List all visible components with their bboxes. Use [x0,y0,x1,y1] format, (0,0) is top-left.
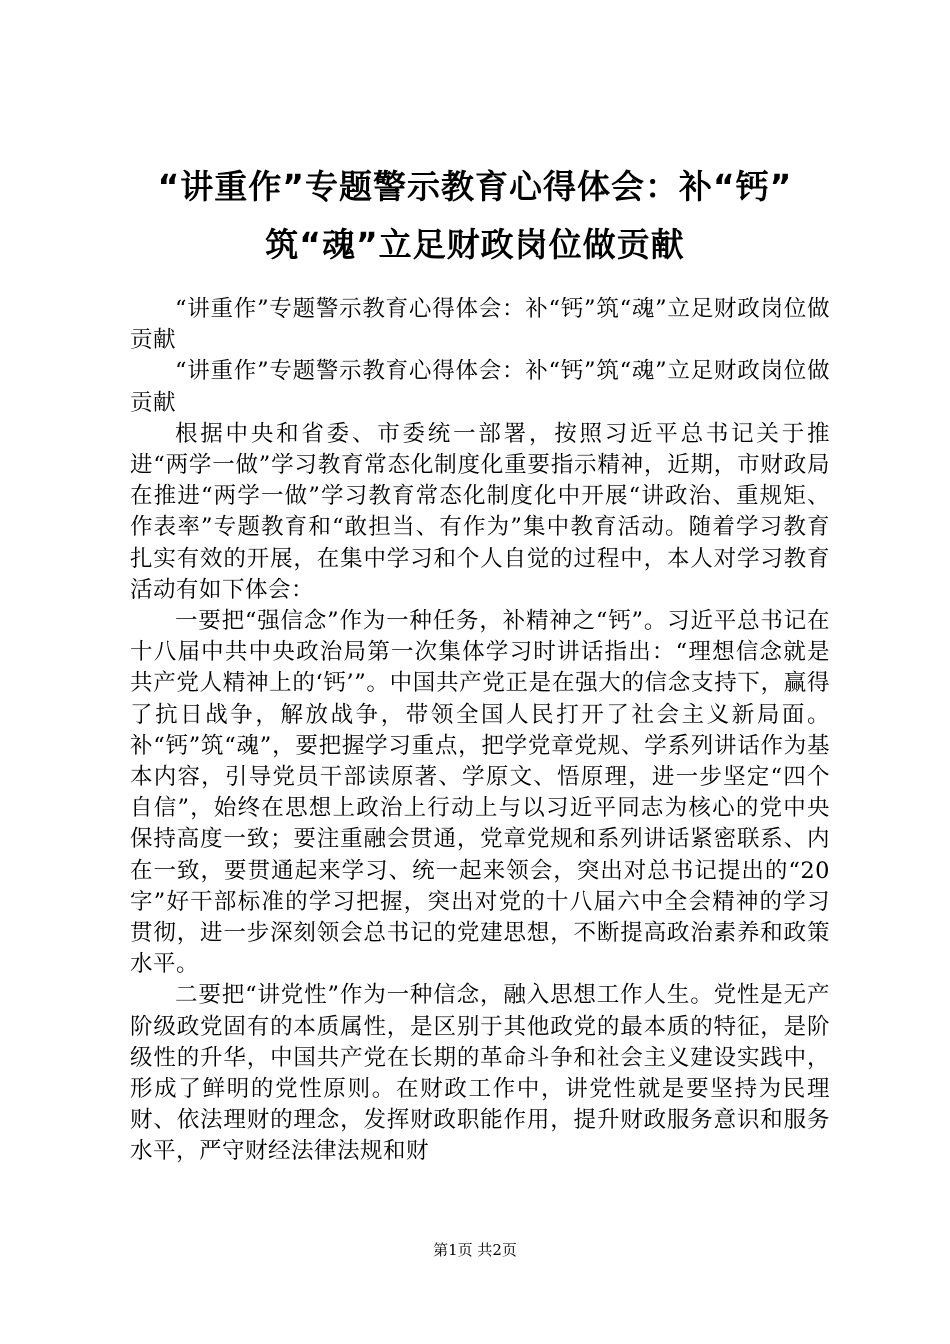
paragraph-repeated-title-2: “讲重作”专题警示教育心得体会：补“钙”筑“魂”立足财政岗位做贡献 [130,358,830,416]
paragraph-introduction: 根据中央和省委、市委统一部署，按照习近平总书记关于推进“两学一做”学习教育常态化制度化重要指示精神，近期，市财政局在推进“两学一做”学习教育常态化制度化中开展“讲政治、重规矩、作表率”专题教育和“敢担当、有作为”集中教育活动。随着学习教育扎实有效的开展，在集中学习和个人自觉的过程中，本人对学习教育活动有如下体会： [130,420,830,603]
page-footer [0,1240,950,1260]
page-indicator: 第1页 共2页 [433,1241,517,1259]
paragraph-point-one: 一要把“强信念”作为一种任务，补精神之“钙”。习近平总书记在十八届中共中央政治局第一次集体学习时讲话指出：“理想信念就是共产党人精神上的‘钙’”。中国共产党正是在强大的信念支持下，赢得了抗日战争，解放战争，带领全国人民打开了社会主义新局面。补“钙”筑“魂”，要把握学习重点，把学党章党规、学系列讲话作为基本内容，引导党员干部读原著、学原文、悟原理，进一步坚定“四个自信”，始终在思想上政治上行动上与以习近平同志为核心的党中央保持高度一致；要注重融会贯通，党章党规和系列讲话紧密联系、内在一致，要贯通起来学习、统一起来领会，突出对总书记提出的“20字”好干部标准的学习把握，突出对党的十八届六中全会精神的学习贯彻，进一步深刻领会总书记的党建思想，不断提高政治素养和政策水平。 [130,608,830,978]
document-title [100,158,850,274]
title-line-1: “讲重作”专题警示教育心得体会：补“钙” [157,167,793,206]
paragraph-repeated-title-1: “讲重作”专题警示教育心得体会：补“钙”筑“魂”立足财政岗位做贡献 [130,296,830,354]
document-body [130,294,830,1168]
paragraph-point-two: 二要把“讲党性”作为一种信念，融入思想工作人生。党性是无产阶级政党固有的本质属性，是区别于其他政党的最本质的特征，是阶级性的升华，中国共产党在长期的革命斗争和社会主义建设实践中，形成了鲜明的党性原则。在财政工作中，讲党性就是要坚持为民理财、依法理财的理念，发挥财政职能作用，提升财政服务意识和服务水平，严守财经法律法规和财 [130,982,830,1165]
title-line-2: 筑“魂”立足财政岗位做贡献 [265,225,685,264]
